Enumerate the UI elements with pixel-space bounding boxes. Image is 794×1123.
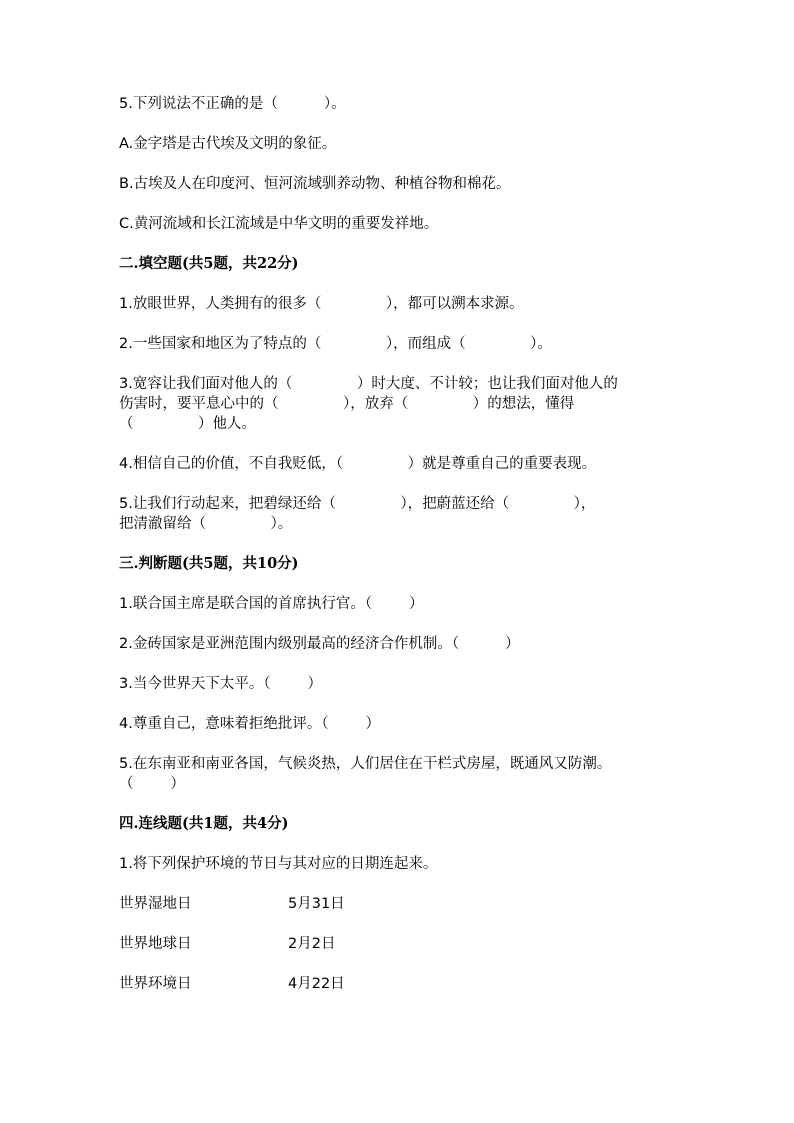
fill-item-3-line-1: 3.宽容让我们面对他人的（ ）时大度、不计较；也让我们面对他人的 xyxy=(119,376,618,392)
matching-right-item: 4月22日 xyxy=(288,976,345,992)
judge-item-5 xyxy=(119,754,679,794)
q5-option-c: C.黄河流域和长江流域是中华文明的重要发祥地。 xyxy=(119,216,439,232)
matching-row xyxy=(119,934,679,954)
fill-item-3 xyxy=(119,374,679,434)
matching-right-item: 2月2日 xyxy=(288,936,336,952)
fill-item-3-line-2: 伤害时，要平息心中的（ ），放弃（ ）的想法，懂得 xyxy=(119,396,575,412)
fill-item-5-line-1: 5.让我们行动起来，把碧绿还给（ ），把蔚蓝还给（ ）， xyxy=(119,496,596,512)
q5-stem: 5.下列说法不正确的是（ ）。 xyxy=(119,96,346,112)
matching-row xyxy=(119,974,679,994)
matching-left-item: 世界环境日 xyxy=(119,976,192,992)
judge-item-3: 3.当今世界天下太平。（ ） xyxy=(119,676,322,692)
q5-option-b: B.古埃及人在印度河、恒河流域驯养动物、种植谷物和棉花。 xyxy=(119,176,511,192)
fill-item-3-line-3: （ ）他人。 xyxy=(119,416,257,432)
matching-right-item: 5月31日 xyxy=(288,896,345,912)
fill-item-2: 2.一些国家和地区为了特点的（ ），而组成（ ）。 xyxy=(119,336,552,352)
matching-left-item: 世界湿地日 xyxy=(119,896,192,912)
section-title-fill-in: 二.填空题(共5题，共22分) xyxy=(119,255,299,272)
judge-item-2: 2.金砖国家是亚洲范围内级别最高的经济合作机制。（ ） xyxy=(119,636,520,652)
judge-item-1: 1.联合国主席是联合国的首席执行官。（ ） xyxy=(119,596,424,612)
judge-item-5-line-1: 5.在东南亚和南亚各国，气候炎热，人们居住在干栏式房屋，既通风又防潮。 xyxy=(119,756,612,772)
section-title-matching: 四.连线题(共1题，共4分) xyxy=(119,815,289,832)
judge-item-4: 4.尊重自己，意味着拒绝批评。（ ） xyxy=(119,716,380,732)
worksheet-page xyxy=(119,94,679,994)
fill-item-4: 4.相信自己的价值，不自我贬低，（ ）就是尊重自己的重要表现。 xyxy=(119,456,597,472)
q5-option-a: A.金字塔是古代埃及文明的象征。 xyxy=(119,136,337,152)
fill-item-5 xyxy=(119,494,679,534)
judge-item-5-line-2: （ ） xyxy=(119,776,185,792)
matching-row xyxy=(119,894,679,914)
matching-left-item: 世界地球日 xyxy=(119,936,192,952)
matching-question: 1.将下列保护环境的节日与其对应的日期连起来。 xyxy=(119,856,438,872)
fill-item-5-line-2: 把清澈留给（ ）。 xyxy=(119,516,293,532)
section-title-true-false: 三.判断题(共5题，共10分) xyxy=(119,555,299,572)
fill-item-1: 1.放眼世界，人类拥有的很多（ ），都可以溯本求源。 xyxy=(119,296,524,312)
